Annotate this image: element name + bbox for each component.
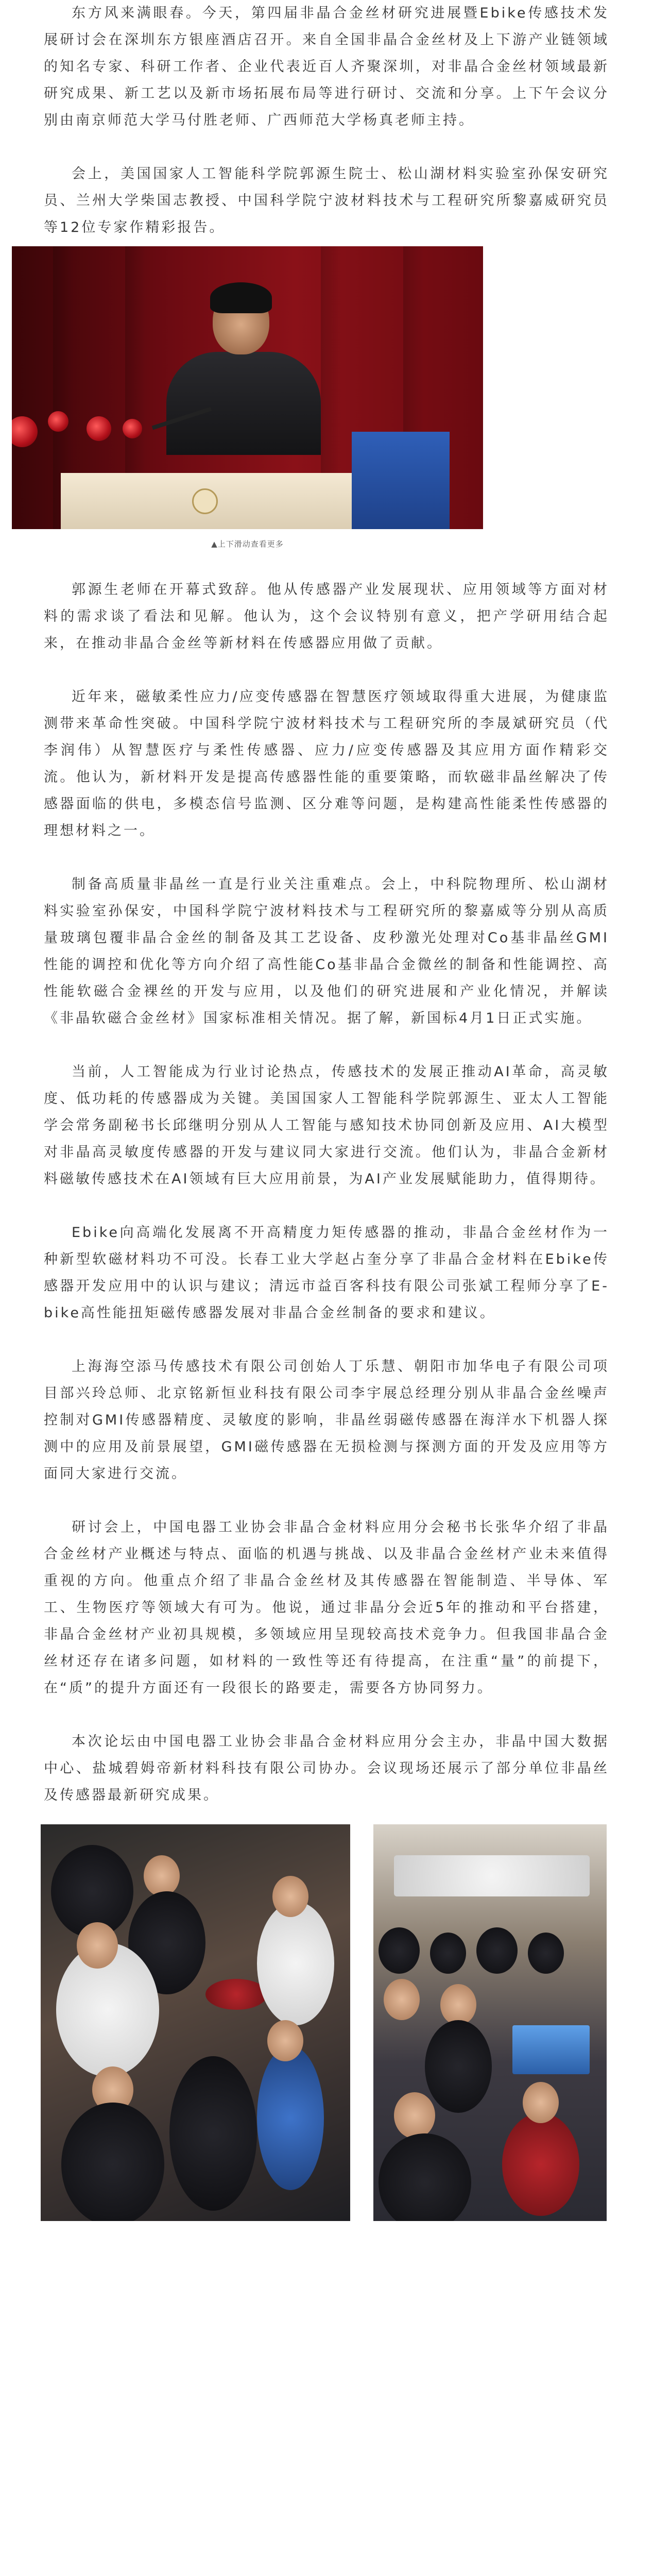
audience-photo — [373, 1824, 607, 2221]
event-photos — [44, 1824, 609, 2221]
paragraph-industry: 研讨会上，中国电器工业协会非晶合金材料应用分会秘书长张华介绍了非晶合金丝材产业概述与特点、面临的机遇与挑战、以及非晶合金丝材产业未来值得重视的方向。他重点介绍了非晶合金丝材及其传感器在智能制造、半导体、军工、生物医疗等领域大有可为。他说，通过非晶分会近5年的推动和平台搭建，非晶合金丝材产业初具规模，多领域应用呈现较高技术竞争力。但我国非晶合金丝材还存在诸多问题，如材料的一致性等还有待提高，在注重“量”的前提下，在“质”的提升方面还有一段很长的路要走，需要各方协同努力。 — [44, 1519, 609, 1696]
paragraph-ai: 当前，人工智能成为行业讨论热点，传感技术的发展正推动AI革命，高灵敏度、低功耗的传感器成为关键。美国国家人工智能科学院郭源生、亚太人工智能学会常务副秘书长邱继明分别从人工智能与感知技术协同创新及应用、AI大模型对非晶高灵敏度传感器的开发与建议同大家进行交流。他们认为，非晶合金新材料磁敏传感技术在AI领域有巨大应用前景，为AI产业发展赋能助力，值得期待。 — [44, 1064, 609, 1187]
paragraph-intro: 东方风来满眼春。今天，第四届非晶合金丝材研究进展暨Ebike传感技术发展研讨会在深圳东方银座酒店召开。来自全国非晶合金丝材及上下游产业链领域的知名专家、科研工作者、企业代表近百人齐聚深圳，对非晶合金丝材领域最新研究成果、新工艺以及新市场拓展布局等进行研讨、交流和分享。上下午会议分别由南京师范大学马付胜老师、广西师范大学杨真老师主持。 — [44, 5, 609, 128]
paragraph-flexible-sensors: 近年来，磁敏柔性应力/应变传感器在智慧医疗领域取得重大进展，为健康监测带来革命性突破。中国科学院宁波材料技术与工程研究所的李晟斌研究员（代李润伟）从智慧医疗与柔性传感器、应力/应变传感器及其应用方面作精彩交流。他认为，新材料开发是提高传感器性能的重要策略，而软磁非晶丝解决了传感器面临的供电，多模态信号监测、区分难等问题，是构建高性能柔性传感器的理想材料之一。 — [44, 689, 609, 839]
exhibition-photo — [41, 1824, 350, 2221]
speaker-photo — [12, 246, 483, 529]
paragraph-opening-speech: 郭源生老师在开幕式致辞。他从传感器产业发展现状、应用领域等方面对材料的需求谈了看法和见解。他认为，这个会议特别有意义，把产学研用结合起来，在推动非晶合金丝等新材料在传感器应用做了贡献。 — [44, 582, 609, 651]
paragraph-wire-preparation: 制备高质量非晶丝一直是行业关注重难点。会上，中科院物理所、松山湖材料实验室孙保安，中国科学院宁波材料技术与工程研究所的黎嘉威等分别从高质量玻璃包覆非晶合金丝的制备及其工艺设备、皮秒激光处理对Co基非晶丝GMI性能的调控和优化等方向介绍了高性能Co基非晶合金微丝的制备和性能调控、高性能软磁合金裸丝的开发与应用，以及他们的研究进展和产业化情况，并解读《非晶软磁合金丝材》国家标准相关情况。据了解，新国标4月1日正式实施。 — [44, 876, 609, 1026]
lectern-logo — [192, 488, 218, 514]
paragraph-gmi: 上海海空添马传感技术有限公司创始人丁乐慧、朝阳市加华电子有限公司项目部兴玲总师、北京铭新恒业科技有限公司李宇展总经理分别从非晶合金丝噪声控制对GMI传感器精度、灵敏度的影响，非晶丝弱磁传感器在海洋水下机器人探测中的应用及前景展望，GMI磁传感器在无损检测与探测方面的开发及应用等方面同大家进行交流。 — [44, 1359, 609, 1482]
paragraph-speakers: 会上，美国国家人工智能科学院郭源生院士、松山湖材料实验室孙保安研究员、兰州大学柴国志教授、中国科学院宁波材料技术与工程研究所黎嘉威研究员等12位专家作精彩报告。 — [44, 166, 609, 235]
photo-caption: ▲上下滑动查看更多 — [211, 539, 284, 549]
paragraph-ebike: Ebike向高端化发展离不开高精度力矩传感器的推动，非晶合金丝材作为一种新型软磁材料功不可没。长春工业大学赵占奎分享了非晶合金材料在Ebike传感器开发应用中的认识与建议；清远市益百客科技有限公司张斌工程师分享了E-bike高性能扭矩磁传感器发展对非晶合金丝制备的要求和建议。 — [44, 1225, 609, 1321]
paragraph-organizers: 本次论坛由中国电器工业协会非晶合金材料应用分会主办，非晶中国大数据中心、盐城碧姆帝新材料科技有限公司协办。会议现场还展示了部分单位非晶丝及传感器最新研究成果。 — [44, 1734, 609, 1803]
